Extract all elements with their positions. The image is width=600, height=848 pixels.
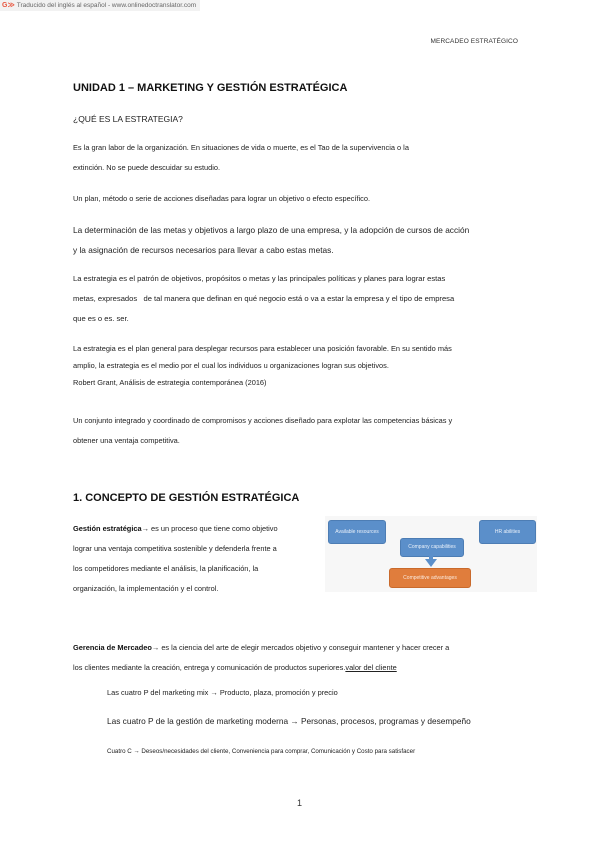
box-available-resources: Available resources <box>328 520 386 544</box>
definition-3 <box>73 220 553 260</box>
text-line: y la asignación de recursos necesarios para llevar a cabo estas metas. <box>73 245 334 255</box>
unit-title: UNIDAD 1 – MARKETING Y GESTIÓN ESTRATÉGICA <box>73 82 348 94</box>
translator-logo-icon: G≫ <box>2 2 15 9</box>
definition-2 <box>73 189 533 209</box>
box-company-capabilities: Company capabilities <box>400 538 464 557</box>
definition-1 <box>73 138 533 178</box>
translator-banner-text: Traducido del inglés al español - www.onlinedoctranslator.com <box>16 2 197 9</box>
text-line: La determinación de las metas y objetivos a largo plazo de una empresa, y la adopción de cursos de acción <box>73 225 470 235</box>
definition-5 <box>73 340 533 391</box>
citation: Robert Grant, Análisis de estrategia contemporánea (2016) <box>73 378 267 387</box>
text-line: amplio, la estrategia es el medio por el cual los individuos u organizaciones logran sus objetivos. <box>73 361 389 370</box>
valor-del-cliente-link[interactable]: valor del cliente <box>345 663 397 672</box>
definition-6 <box>73 411 533 451</box>
definition-4 <box>73 269 543 329</box>
question-heading: ¿QUÉ ES LA ESTRATEGIA? <box>73 114 183 124</box>
text-line: lograr una ventaja competitiva sostenible y defenderla frente a <box>73 544 277 553</box>
text-line: extinción. No se puede descuidar su estudio. <box>73 163 221 172</box>
text-line: La estrategia es el patrón de objetivos, propósitos o metas y las principales políticas y planes para lograr estas <box>73 274 446 283</box>
text-line: → es la ciencia del arte de elegir mercados objetivo y conseguir mantener y hacer crecer a <box>151 643 450 652</box>
four-p-modern-marketing: Las cuatro P de la gestión de marketing moderna → Personas, procesos, programas y desempeño <box>107 716 471 726</box>
arrow-down-head-icon <box>425 559 437 567</box>
gestion-estrategica-paragraph <box>73 519 323 599</box>
translator-banner[interactable] <box>0 0 200 11</box>
text-line: Un conjunto integrado y coordinado de compromisos y acciones diseñado para explotar las competencias básicas y <box>73 416 453 425</box>
text-line: organización, la implementación y el control. <box>73 584 219 593</box>
box-hr-abilities: HR abilities <box>479 520 536 544</box>
text-line: que es o es. ser. <box>73 314 129 323</box>
four-p-marketing-mix: Las cuatro P del marketing mix → Producto, plaza, promoción y precio <box>107 688 338 697</box>
term-gerencia: Gerencia de Mercadeo <box>73 643 152 652</box>
term-gestion: Gestión estratégica <box>73 524 142 533</box>
text-line: los clientes mediante la creación, entrega y comunicación de productos superiores. <box>73 663 346 672</box>
text-line: los competidores mediante el análisis, la planificación, la <box>73 564 259 573</box>
text-line: obtener una ventaja competitiva. <box>73 436 180 445</box>
section-title: 1. CONCEPTO DE GESTIÓN ESTRATÉGICA <box>73 492 300 504</box>
text-line: metas, expresados de tal manera que definan en qué negocio está o va a estar la empresa y el tipo de empresa <box>73 294 455 303</box>
text-line: → es un proceso que tiene como objetivo <box>141 524 278 533</box>
page-number: 1 <box>297 798 303 808</box>
text-line: Un plan, método o serie de acciones diseñadas para lograr un objetivo o efecto específico. <box>73 194 371 203</box>
box-competitive-advantages: Competitive advantages <box>389 568 471 588</box>
text-line: La estrategia es el plan general para desplegar recursos para establecer una posición favorable. En su sentido más <box>73 344 452 353</box>
running-header: MERCADEO ESTRATÉGICO <box>430 38 518 45</box>
four-c: Cuatro C → Deseos/necesidades del cliente, Conveniencia para comprar, Comunicación y Costo para satisfacer <box>107 748 416 755</box>
text-line: Es la gran labor de la organización. En situaciones de vida o muerte, es el Tao de la supervivencia o la <box>73 143 409 152</box>
strategy-diagram <box>325 516 537 592</box>
gerencia-mercadeo-paragraph <box>73 638 543 678</box>
